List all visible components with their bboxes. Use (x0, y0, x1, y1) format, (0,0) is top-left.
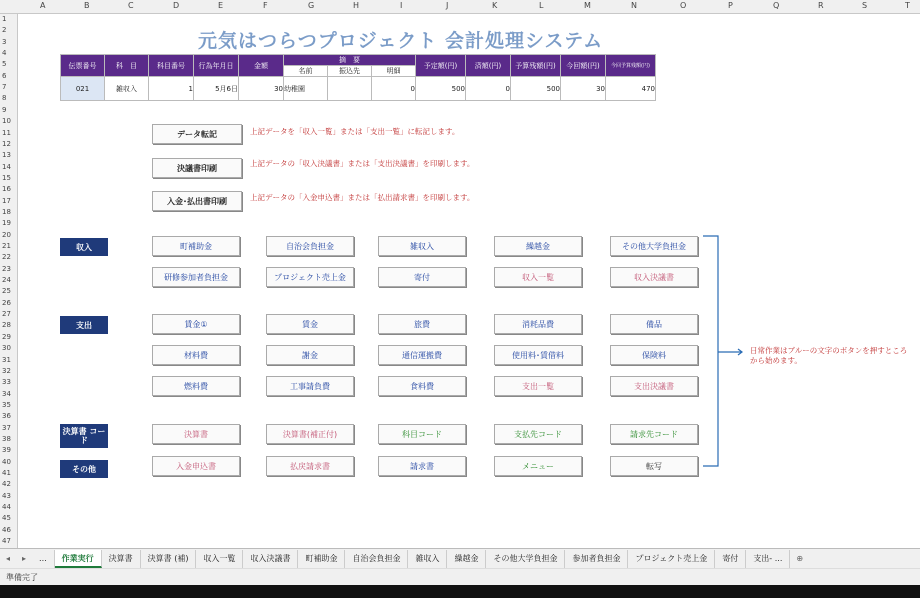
status-text: 準備完了 (6, 573, 38, 582)
header-cell: 行為年月日 (194, 55, 239, 77)
expense-button[interactable]: 謝金 (266, 345, 354, 365)
sheet-tab[interactable]: 寄付 (715, 550, 746, 568)
data-cell[interactable]: 1 (149, 77, 194, 101)
row-label[interactable]: 20 (2, 230, 11, 239)
sheet-tab[interactable]: 収入一覧 (196, 550, 243, 568)
expense-button[interactable]: 消耗品費 (494, 314, 582, 334)
sheet-tab[interactable]: 町補助金 (298, 550, 345, 568)
kessan-button[interactable]: 支払先コード (494, 424, 582, 444)
row-label[interactable]: 34 (2, 389, 11, 398)
transfer-data-button[interactable]: データ転記 (152, 124, 242, 144)
row-label[interactable]: 14 (2, 162, 11, 171)
row-label[interactable]: 42 (2, 480, 11, 489)
data-cell[interactable]: 雑収入 (105, 77, 149, 101)
column-label[interactable]: A (40, 1, 46, 10)
data-cell[interactable]: 5月6日 (194, 77, 239, 101)
print-resolution-button[interactable]: 決議書印刷 (152, 158, 242, 178)
row-label[interactable]: 47 (2, 537, 11, 546)
data-cell[interactable]: 500 (416, 77, 466, 101)
expense-button[interactable]: 燃料費 (152, 376, 240, 396)
sheet-tab[interactable]: その他大学負担金 (486, 550, 565, 568)
expense-button[interactable]: 工事請負費 (266, 376, 354, 396)
row-label[interactable]: 9 (2, 105, 7, 114)
sheet-tab[interactable]: 収入決議書 (243, 550, 298, 568)
column-label[interactable]: B (84, 1, 90, 10)
header-cell: 科目番号 (149, 55, 194, 77)
worksheet (18, 14, 920, 548)
header-cell: 済額(円) (466, 55, 511, 77)
other-button[interactable]: 入金申込書 (152, 456, 240, 476)
column-label[interactable]: C (128, 1, 134, 10)
expense-button[interactable]: 旅費 (378, 314, 466, 334)
column-label[interactable]: F (263, 1, 268, 10)
column-label[interactable]: J (446, 1, 449, 10)
row-label[interactable]: 35 (2, 400, 11, 409)
row-label[interactable]: 22 (2, 253, 11, 262)
kessan-button[interactable]: 科目コード (378, 424, 466, 444)
expense-button[interactable]: 保険料 (610, 345, 698, 365)
data-cell[interactable]: 幼稚園 (284, 77, 328, 101)
row-label[interactable]: 31 (2, 355, 11, 364)
sheet-tab[interactable]: 支出- ... (746, 550, 790, 568)
other-button[interactable]: メニュー (494, 456, 582, 476)
print-deposit-button[interactable]: 入金･払出書印刷 (152, 191, 242, 211)
tab-scroll-right-icon[interactable]: ▸ (22, 554, 27, 563)
column-label[interactable]: P (728, 1, 733, 10)
header-cell: 予算残額(円) (511, 55, 561, 77)
tab-scroll-left-icon[interactable]: ◂ (6, 554, 11, 563)
header-cell: 予定額(円) (416, 55, 466, 77)
row-label[interactable]: 11 (2, 128, 11, 137)
section-expense: 支出 (60, 316, 108, 334)
sheet-tab[interactable]: 繰越金 (447, 550, 486, 568)
sheet-tab[interactable]: 作業実行 (55, 550, 102, 568)
other-button[interactable]: 払戻請求書 (266, 456, 354, 476)
column-label[interactable]: Q (773, 1, 780, 10)
column-label[interactable]: K (492, 1, 498, 10)
expense-button[interactable]: 賃金 (266, 314, 354, 334)
column-label[interactable]: S (862, 1, 868, 10)
column-label[interactable]: D (173, 1, 180, 10)
income-button[interactable]: その他大学負担金 (610, 236, 698, 256)
row-label[interactable]: 2 (2, 26, 7, 35)
sheet-tab[interactable]: 雑収入 (408, 550, 447, 568)
row-label[interactable]: 21 (2, 242, 11, 250)
kessan-button[interactable]: 請求先コード (610, 424, 698, 444)
row-label[interactable]: 30 (2, 344, 11, 353)
row-label[interactable]: 36 (2, 412, 11, 421)
sub-header-cell: 名前 (284, 66, 328, 77)
data-cell[interactable]: 0 (372, 77, 416, 101)
row-label[interactable]: 40 (2, 457, 11, 466)
row-label[interactable]: 27 (2, 310, 11, 319)
expense-button[interactable]: 支出決議書 (610, 376, 698, 396)
sheet-tab[interactable]: プロジェクト売上金 (628, 550, 715, 568)
column-label[interactable]: H (353, 1, 360, 10)
column-label[interactable]: E (218, 1, 224, 10)
data-cell[interactable]: 0 (466, 77, 511, 101)
row-label[interactable]: 44 (2, 503, 11, 512)
row-label[interactable]: 7 (2, 83, 7, 92)
row-label[interactable]: 6 (2, 71, 7, 80)
status-bar (0, 568, 920, 585)
income-button[interactable]: 収入一覧 (494, 267, 582, 287)
kessan-button[interactable]: 決算書(補正付) (266, 424, 354, 444)
header-cell: 金額 (239, 55, 284, 77)
expense-button[interactable]: 賃金① (152, 314, 240, 334)
sub-header-cell: 振込先 (328, 66, 372, 77)
column-label[interactable]: N (631, 1, 637, 10)
row-label[interactable]: 12 (2, 139, 11, 148)
expense-button[interactable]: 備品 (610, 314, 698, 334)
header-cell: 今回予算残額(円) (606, 55, 656, 77)
row-label[interactable]: 19 (2, 219, 11, 228)
data-cell[interactable]: 30 (561, 77, 606, 101)
row-label[interactable]: 8 (2, 94, 7, 103)
row-label[interactable]: 43 (2, 491, 11, 500)
expense-button[interactable]: 通信運搬費 (378, 345, 466, 365)
section-income: 収入 (60, 238, 108, 256)
side-note: 日常作業はブルーの文字のボタンを押すところから始めます。 (750, 346, 908, 365)
row-label[interactable]: 28 (2, 321, 11, 330)
income-button[interactable]: プロジェクト売上金 (266, 267, 354, 287)
row-label[interactable]: 15 (2, 173, 11, 182)
row-label[interactable]: 13 (2, 151, 11, 160)
sub-header-cell: 明細 (372, 66, 416, 77)
row-label[interactable]: 46 (2, 525, 11, 534)
income-button[interactable]: 収入決議書 (610, 267, 698, 287)
income-button[interactable]: 繰越金 (494, 236, 582, 256)
tab-list (32, 550, 790, 568)
income-button[interactable]: 寄付 (378, 267, 466, 287)
transfer-data-note: 上記データを「収入一覧」または「支出一覧」に転記します。 (250, 127, 460, 136)
header-cell: 摘 要 (284, 55, 416, 66)
column-label[interactable]: T (905, 1, 910, 10)
row-label[interactable]: 5 (2, 60, 7, 69)
sheet-tab-bar (0, 548, 920, 568)
section-kessan: 決算書 コード (60, 424, 108, 448)
expense-button[interactable]: 食料費 (378, 376, 466, 396)
column-label[interactable]: I (400, 1, 403, 10)
row-label[interactable]: 45 (2, 514, 11, 523)
column-label[interactable]: O (680, 1, 687, 10)
row-label[interactable]: 4 (2, 49, 7, 58)
header-cell: 今回額(円) (561, 55, 606, 77)
row-label[interactable]: 32 (2, 366, 11, 375)
row-label[interactable]: 23 (2, 264, 11, 273)
print-deposit-note: 上記データの「入金申込書」または「払出請求書」を印刷します。 (250, 193, 475, 202)
column-label[interactable]: L (539, 1, 544, 10)
data-cell[interactable]: 30 (239, 77, 284, 101)
row-header-bar (0, 14, 18, 548)
add-sheet-icon[interactable]: ⊕ (796, 554, 804, 563)
section-other: その他 (60, 460, 108, 478)
row-label[interactable]: 18 (2, 207, 11, 216)
row-label[interactable]: 25 (2, 287, 11, 296)
row-label[interactable]: 37 (2, 423, 11, 432)
row-label[interactable]: 24 (2, 276, 11, 285)
column-header-bar (0, 0, 920, 14)
sheet-tab[interactable]: ... (32, 550, 55, 568)
income-button[interactable]: 研修参加者負担金 (152, 267, 240, 287)
row-label[interactable]: 10 (2, 117, 11, 126)
row-label[interactable]: 16 (2, 185, 11, 194)
header-cell: 科 目 (105, 55, 149, 77)
page-title: 元気はつらつプロジェクト 会計処理システム (198, 30, 604, 52)
connector-bracket (18, 14, 920, 548)
sheet-tab[interactable]: 決算書 (補) (141, 550, 197, 568)
column-label[interactable]: R (818, 1, 824, 10)
data-cell[interactable]: 021 (61, 77, 105, 101)
sheet-tab[interactable]: 参加者負担金 (565, 550, 628, 568)
income-button[interactable]: 雑収入 (378, 236, 466, 256)
row-label[interactable]: 1 (2, 15, 7, 23)
other-button[interactable]: 転写 (610, 456, 698, 476)
column-label[interactable]: M (584, 1, 591, 10)
other-button[interactable]: 請求書 (378, 456, 466, 476)
row-label[interactable]: 38 (2, 434, 11, 443)
expense-button[interactable]: 使用料･賃借料 (494, 345, 582, 365)
data-cell[interactable]: 470 (606, 77, 656, 101)
sheet-tab[interactable]: 自治会負担金 (345, 550, 408, 568)
column-label[interactable]: G (308, 1, 315, 10)
sheet-tab[interactable]: 決算書 (102, 550, 141, 568)
header-cell: 伝票番号 (61, 55, 105, 77)
row-label[interactable]: 17 (2, 196, 11, 205)
expense-button[interactable]: 材料費 (152, 345, 240, 365)
row-label[interactable]: 33 (2, 378, 11, 387)
print-resolution-note: 上記データの「収入決議書」または「支出決議書」を印刷します。 (250, 159, 475, 168)
income-button[interactable]: 自治会負担金 (266, 236, 354, 256)
row-label[interactable]: 26 (2, 298, 11, 307)
row-label[interactable]: 3 (2, 37, 7, 46)
expense-button[interactable]: 支出一覧 (494, 376, 582, 396)
income-button[interactable]: 町補助金 (152, 236, 240, 256)
row-label[interactable]: 41 (2, 469, 11, 477)
row-label[interactable]: 29 (2, 332, 11, 341)
data-cell[interactable]: 500 (511, 77, 561, 101)
kessan-button[interactable]: 決算書 (152, 424, 240, 444)
row-label[interactable]: 39 (2, 446, 11, 455)
taskbar-strip (0, 585, 920, 598)
